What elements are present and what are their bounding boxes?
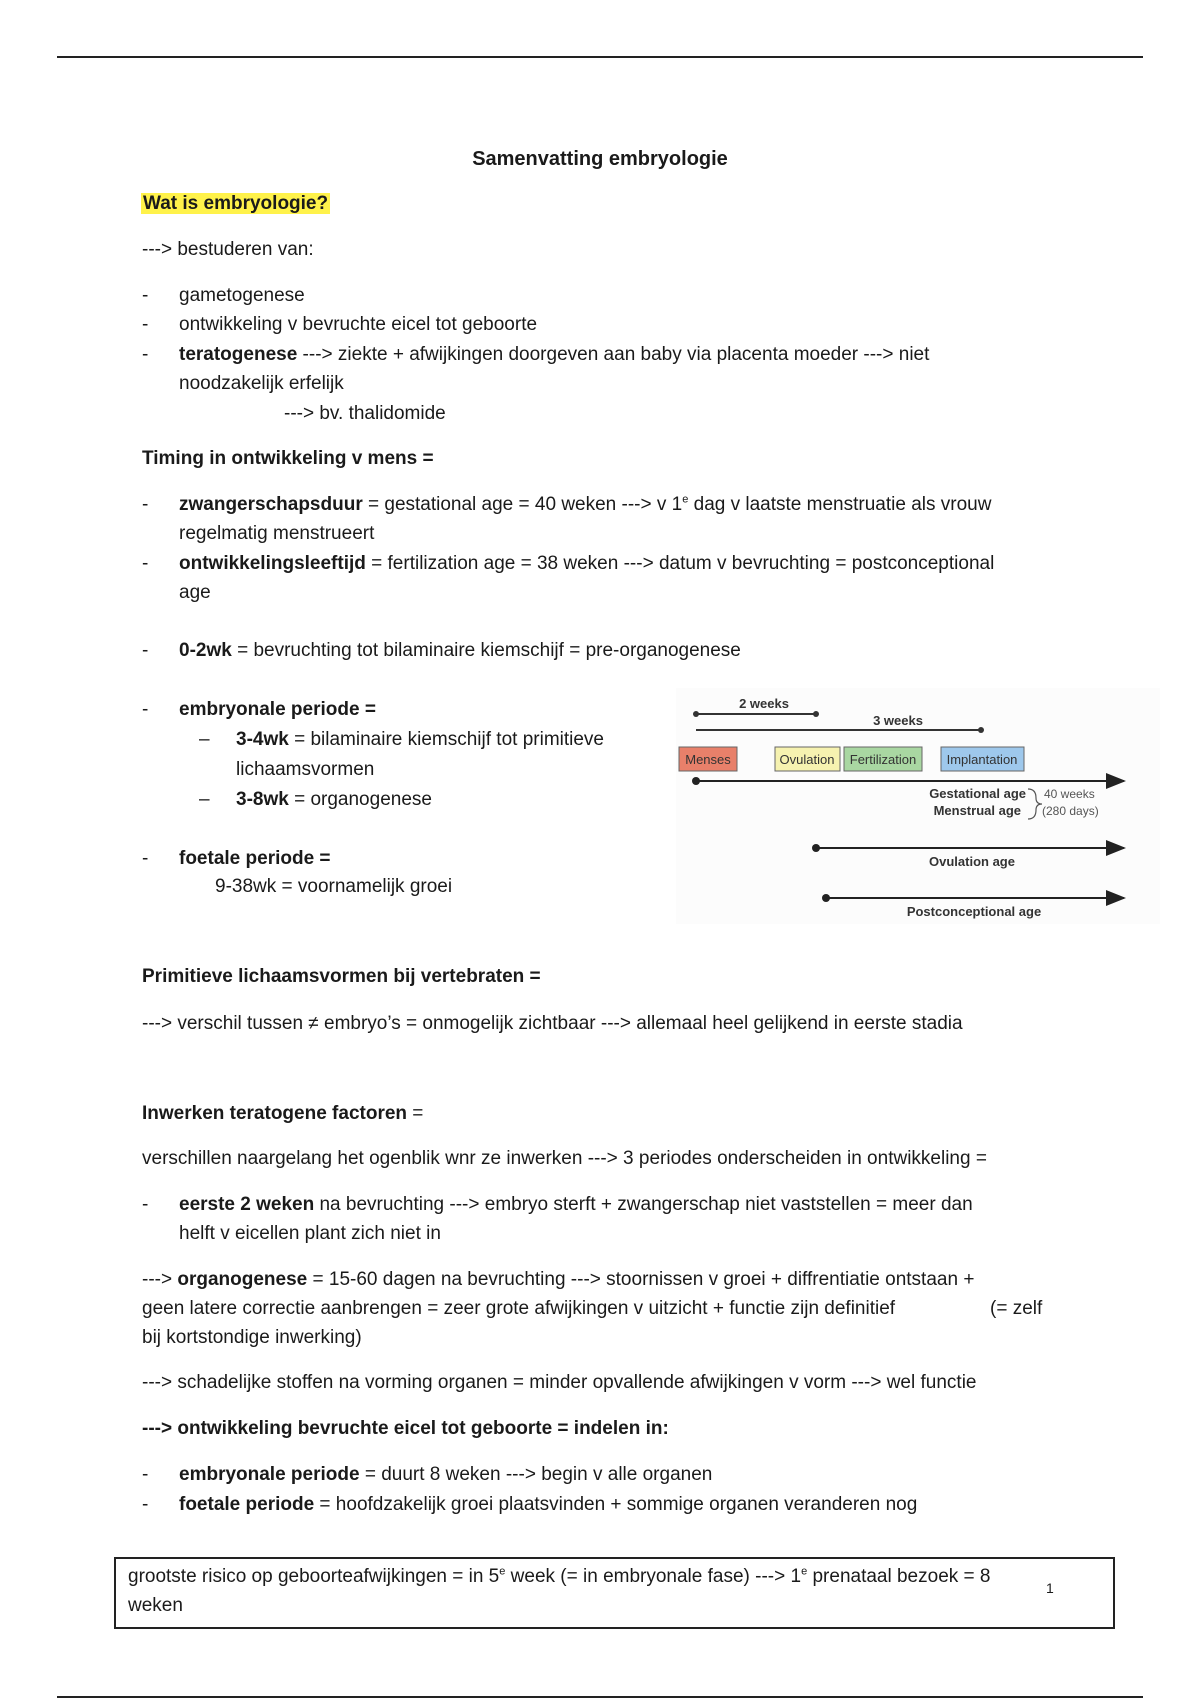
postconceptional-age-label: Postconceptional age [906,904,1042,919]
term-description-end: dag v laatste menstruatie als vrouw [688,494,992,515]
list-item-eerste-2-weken [179,1194,973,1217]
term-description: = 15-60 dagen na bevruchting ---> stoornissen v groei + diffrentiatie ontstaan + [307,1269,975,1290]
list-bullet: - [142,1494,149,1515]
heading-equals: = [407,1103,424,1124]
list-bullet: - [142,344,149,365]
sub-item-continuation: lichaamsvormen [236,759,375,780]
list-item-0-2wk [179,640,741,663]
list-bullet: - [142,640,149,661]
organogenese-line [142,1269,974,1292]
bold-term: zwangerschapsduur [179,494,363,515]
term-description: = organogenese [288,789,432,810]
term-description: ---> ziekte + afwijkingen doorgeven aan baby via placenta moeder ---> niet [297,344,930,365]
list-item-foetale [179,1494,917,1517]
list-bullet: - [142,285,149,306]
sub-item-3-8wk [236,789,432,812]
bold-term: ontwikkeling bevruchte eicel tot geboorte = indelen in: [177,1418,669,1439]
note-text: grootste risico op geboorteafwijkingen = in 5 [128,1566,500,1587]
term-description: na bevruchting ---> embryo sterft + zwangerschap niet vaststellen = meer dan [314,1194,973,1215]
risk-note-line-2: weken [128,1595,183,1616]
list-item-continuation: helft v eicellen plant zich niet in [179,1223,441,1244]
span-end-dot [813,711,819,717]
term-description: = fertilization age = 38 weken ---> datum v bevruchting = postconceptional [365,553,995,574]
organogenese-line-2: geen latere correctie aanbrengen = zeer grote afwijkingen v uitzicht + functie zijn definitief [142,1298,896,1319]
list-item: ontwikkeling v bevruchte eicel tot geboorte [179,314,538,335]
top-rule [57,56,1143,58]
box-implantation-label: Implantation [946,752,1018,767]
weeks-label: 40 weeks [1044,787,1095,801]
list-bullet: - [142,1464,149,1485]
timing-diagram-svg [676,688,1160,924]
highlighted-heading: Wat is embryologie? [143,193,329,214]
organogenese-line-2-note: (= zelf [990,1298,1043,1319]
arrow-prefix: ---> [142,1269,178,1290]
box-ovulation-label: Ovulation [779,752,835,767]
sub-bullet: – [199,789,210,810]
arrow-prefix: ---> [142,1418,178,1439]
bold-term: foetale periode [179,1494,315,1515]
bold-term: embryonale periode [179,1464,360,1485]
bold-term: 3-4wk [236,729,289,750]
heading-wat-is-embryologie [141,193,330,216]
sub-item-3-4wk [236,729,604,752]
term-description: = bilaminaire kiemschijf tot primitieve [288,729,605,750]
list-item-continuation: regelmatig menstrueert [179,523,375,544]
heading-primitieve-lichaamsvormen: Primitieve lichaamsvormen bij vertebraten = [142,966,541,987]
sub-bullet: – [199,729,210,750]
intro-text: ---> bestuderen van: [142,239,314,260]
inwerken-intro: verschillen naargelang het ogenblik wnr ze inwerken ---> 3 periodes onderscheiden in ontwikkeling = [142,1148,987,1169]
bold-term: 3-8wk [236,789,289,810]
bold-term: eerste 2 weken [179,1194,315,1215]
days-label: (280 days) [1042,804,1099,818]
note-text: week (= in embryonale fase) ---> 1 [505,1566,802,1587]
list-bullet: - [142,848,149,869]
bold-term: 0-2wk [179,640,232,661]
bottom-rule [57,1696,1143,1698]
heading-timing: Timing in ontwikkeling v mens = [142,448,434,469]
organogenese-line-3: bij kortstondige inwerking) [142,1327,362,1348]
superscript: e [682,493,689,506]
span-start-dot [693,711,699,717]
list-item-embryonale [179,1464,712,1487]
foetale-description: 9-38wk = voornamelijk groei [215,876,453,897]
term-description: = bevruchting tot bilaminaire kiemschijf = pre-organogenese [231,640,741,661]
list-item-foetale-periode: foetale periode = [179,848,331,869]
list-bullet: - [142,699,149,720]
page-number: 1 [1046,1580,1054,1596]
bold-heading: Inwerken teratogene factoren [142,1103,408,1124]
timing-diagram [676,688,1160,924]
ovulation-age-label: Ovulation age [929,854,1015,869]
note-text: prenataal bezoek = 8 [807,1566,991,1587]
brace-icon [1028,789,1042,819]
bold-term: teratogenese [179,344,298,365]
span-3-weeks-label: 3 weeks [873,713,923,728]
indelen-line [142,1418,669,1441]
list-item-zwangerschapsduur [179,494,991,517]
bold-term: organogenese [177,1269,308,1290]
risk-note-line-1 [128,1566,990,1589]
list-bullet: - [142,553,149,574]
superscript: e [801,1565,808,1578]
menstrual-age-label: Menstrual age [933,803,1021,818]
span-2-weeks-label: 2 weeks [739,696,789,711]
list-bullet: - [142,1194,149,1215]
schadelijke-stoffen-text: ---> schadelijke stoffen na vorming organen = minder opvallende afwijkingen v vorm ---> wel functie [142,1372,977,1393]
list-bullet: - [142,494,149,515]
list-item-continuation: age [179,582,211,603]
list-item-teratogenese [179,344,929,367]
page-title: Samenvatting embryologie [472,148,728,170]
box-menses-label: Menses [685,752,731,767]
list-item: gametogenese [179,285,305,306]
list-item-embryonale-periode: embryonale periode = [179,699,376,720]
span-end-dot [978,727,984,733]
superscript: e [499,1565,506,1578]
list-bullet: - [142,314,149,335]
term-description: = gestational age = 40 weken ---> v 1 [362,494,683,515]
primitieve-text: ---> verschil tussen ≠ embryo’s = onmogelijk zichtbaar ---> allemaal heel gelijkend in eerste stadia [142,1013,963,1034]
term-description: = duurt 8 weken ---> begin v alle organen [359,1464,713,1485]
gestational-age-label: Gestational age [929,786,1026,801]
example-text: ---> bv. thalidomide [284,403,446,424]
list-item-continuation: noodzakelijk erfelijk [179,373,344,394]
term-description: = hoofdzakelijk groei plaatsvinden + sommige organen veranderen nog [314,1494,918,1515]
bold-term: ontwikkelingsleeftijd [179,553,366,574]
heading-inwerken-teratogene [142,1103,423,1126]
box-fertilization-label: Fertilization [849,752,917,767]
list-item-ontwikkelingsleeftijd [179,553,994,576]
